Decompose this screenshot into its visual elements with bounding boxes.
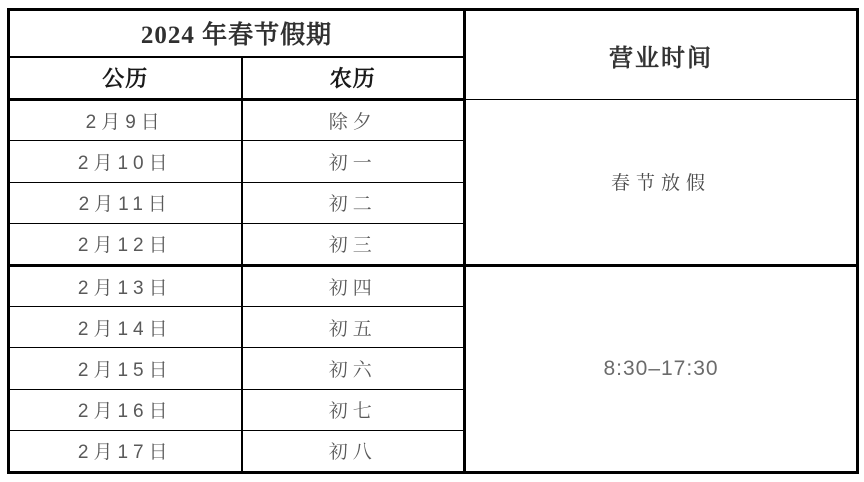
gregorian-date: 2月15日 bbox=[9, 348, 242, 389]
lunar-date: 初一 bbox=[242, 141, 465, 182]
business-hours-column-header: 营业时间 bbox=[465, 10, 858, 100]
gregorian-date: 2月16日 bbox=[9, 389, 242, 430]
lunar-date: 初六 bbox=[242, 348, 465, 389]
holiday-status-cell: 春节放假 bbox=[465, 100, 858, 266]
table-title: 2024 年春节假期 bbox=[9, 10, 465, 57]
gregorian-date: 2月12日 bbox=[9, 224, 242, 265]
gregorian-date: 2月9日 bbox=[9, 100, 242, 141]
gregorian-date: 2月14日 bbox=[9, 306, 242, 347]
gregorian-date: 2月17日 bbox=[9, 431, 242, 472]
gregorian-date: 2月11日 bbox=[9, 182, 242, 223]
work-hours-cell: 8:30–17:30 bbox=[465, 265, 858, 472]
gregorian-date: 2月13日 bbox=[9, 265, 242, 306]
lunar-date: 初二 bbox=[242, 182, 465, 223]
lunar-date: 初七 bbox=[242, 389, 465, 430]
gregorian-column-header: 公历 bbox=[9, 57, 242, 100]
lunar-date: 初三 bbox=[242, 224, 465, 265]
lunar-date: 初八 bbox=[242, 431, 465, 472]
lunar-date: 初五 bbox=[242, 306, 465, 347]
lunar-column-header: 农历 bbox=[242, 57, 465, 100]
holiday-schedule-table bbox=[7, 8, 859, 474]
table-row bbox=[9, 100, 858, 141]
lunar-date: 除夕 bbox=[242, 100, 465, 141]
title-row bbox=[9, 10, 858, 57]
table-row bbox=[9, 265, 858, 306]
gregorian-date: 2月10日 bbox=[9, 141, 242, 182]
lunar-date: 初四 bbox=[242, 265, 465, 306]
